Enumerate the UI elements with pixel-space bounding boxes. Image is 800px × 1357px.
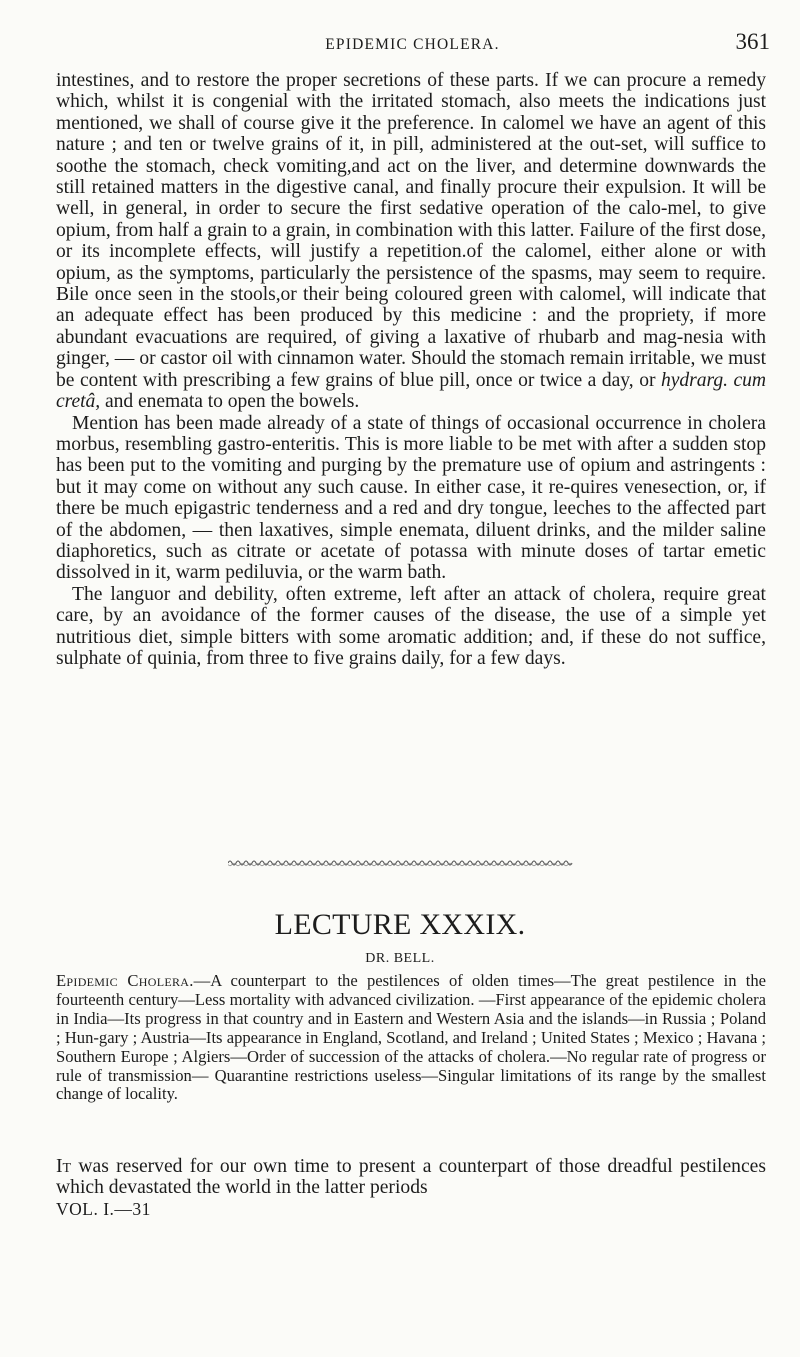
page-number: 361 bbox=[735, 29, 770, 54]
opening-lead: It bbox=[56, 1156, 72, 1177]
ornamental-wavy-divider bbox=[228, 858, 573, 868]
running-head bbox=[55, 26, 770, 58]
synopsis-lead: Epidemic Cholera. bbox=[56, 971, 194, 990]
italic-latin-term: hydrarg. cum cretâ, bbox=[56, 369, 766, 413]
paragraph-languor: The languor and debility, often extreme, left after an attack of cholera, require great care, by an avoidance of the former causes of the disease, the use of a simple yet nutritious diet, simple bitters with some aromatic addition; and, if these do not suffice, sulphate of quinia, from three to five grains daily, for a few days. bbox=[56, 583, 766, 669]
lecture-synopsis bbox=[56, 972, 766, 1104]
paragraph-gastro-enteritis: Mention has been made already of a state of things of occasional occurrence in cholera morbus, resembling gastro-enteritis. This is more liable to be met with after a sudden stop has been put to the vomiting and purging by the premature use of opium and astringents : but it may come on without any such cause. In either case, it re-quires venesection, or, if there be much epigastric tenderness and a red and dry tongue, leeches to the affected part of the abdomen, — then laxatives, simple enemata, diluent drinks, and the milder saline diaphoretics, such as citrate or acetate of potassa with minute doses of tartar emetic dissolved in it, warm pediluvia, or the warm bath. bbox=[56, 412, 766, 584]
opening-paragraph bbox=[56, 1156, 766, 1199]
lecture-heading: LECTURE XXXIX. bbox=[274, 908, 526, 941]
synopsis-text: —A counterpart to the pestilences of olden times—The great pestilence in the fourteenth century—Less mortality with advanced civilization. —First appearance of the epidemic cholera in India—Its progress in that country and in Eastern and Western Asia and the islands—in Russia ; Poland ; Hun-gary ; Austria—Its appearance in England, Scotland, and Ireland ; United States ; Mexico ; Havana ; Southern Europe ; Algiers—Order of succession of the attacks of cholera.—No regular rate of progress or rule of transmission— Quarantine restrictions useless—Singular limitations of its range by the smallest change of locality. bbox=[56, 971, 766, 1104]
body-text bbox=[56, 70, 766, 669]
running-head-title: EPIDEMIC CHOLERA. bbox=[325, 36, 500, 53]
opening-text: was reserved for our own time to present a counterpart of those dreadful pestilences which devastated the world in the latter periods bbox=[56, 1156, 766, 1199]
signature-mark: VOL. I.—31 bbox=[56, 1199, 151, 1219]
lecture-author: DR. BELL. bbox=[365, 951, 435, 966]
paragraph-text-end: and enemata to open the bowels. bbox=[100, 391, 360, 413]
paragraph-calomel-treatment bbox=[56, 70, 766, 413]
paragraph-text: intestines, and to restore the proper secretions of these parts. If we can procure a remedy which, whilst it is congenial with the irritated stomach, also meets the indications just mentioned, we shall of course give it the preference. In calomel we have an agent of this nature ; and ten or twelve grains of it, in pill, administered at the out-set, will suffice to soothe the stomach, check vomiting,and act on the liver, and determine downwards the still retained matters in the digestive canal, and finally procure their expulsion. It will be well, in general, in order to secure the first sedative operation of the calo-mel, to give opium, from half a grain to a grain, in combination with this latter. Failure of the first dose, or its incomplete effects, will justify a repetition.of the calomel, either alone or with opium, as the symptoms, particularly the persistence of the spasms, may seem to require. Bile once seen in the stools,or their being coloured green with calomel, will indicate that an adequate effect has been produced by this medicine : and the propriety, if more abundant evacuations are required, of giving a laxative of rhubarb and mag-nesia with ginger, — or castor oil with cinnamon water. Should the stomach remain irritable, we must be content with prescribing a few grains of blue pill, once or twice a day, or bbox=[56, 70, 766, 391]
